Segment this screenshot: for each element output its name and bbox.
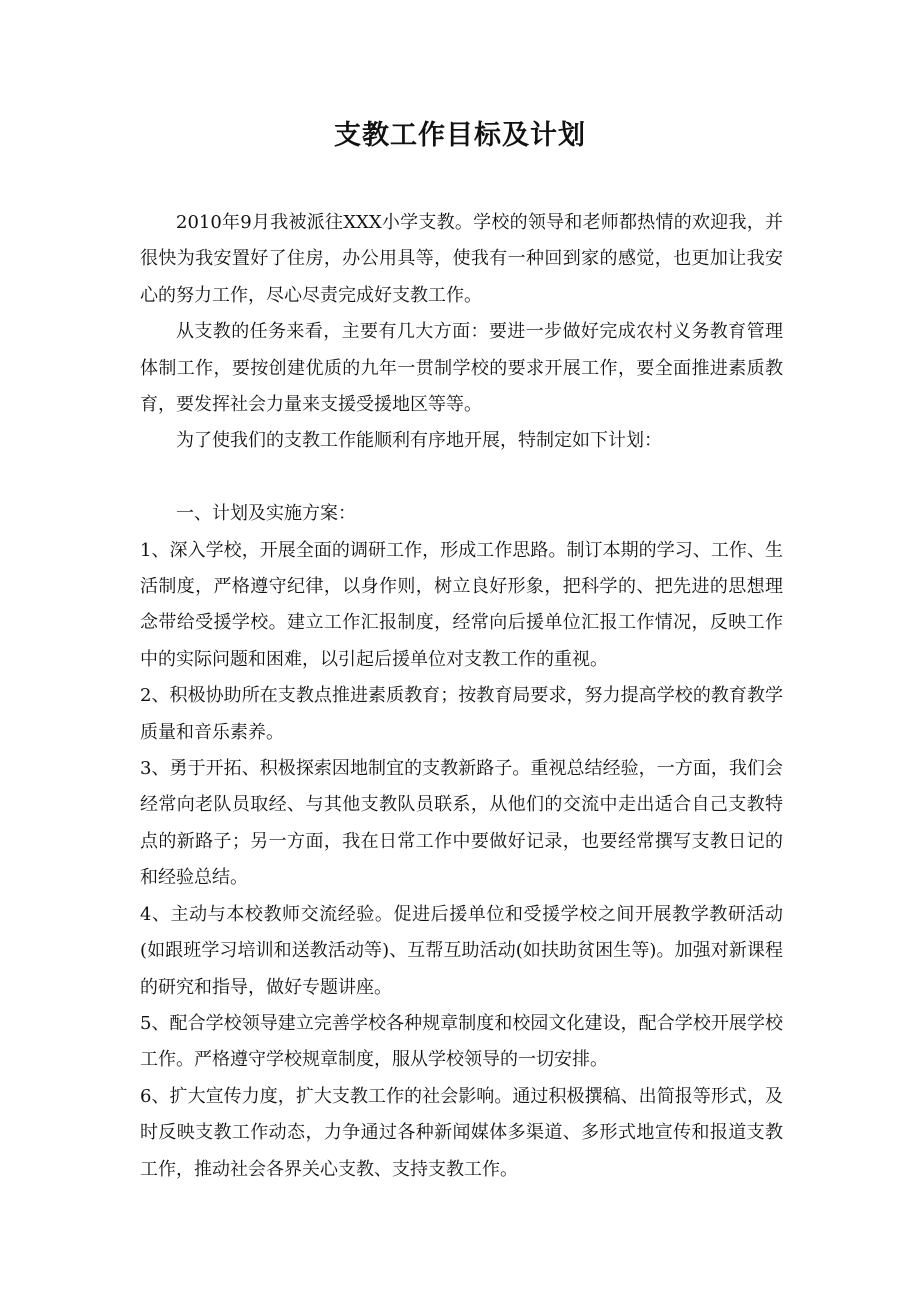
plan-item-5: 5、配合学校领导建立完善学校各种规章制度和校园文化建设，配合学校开展学校工作。严格遵守学校规章制度，服从学校领导的一切安排。 bbox=[140, 1012, 783, 1071]
blank-line bbox=[140, 460, 783, 496]
intro-paragraph-2: 从支教的任务来看，主要有几大方面：要进一步做好完成农村义务教育管理体制工作，要按创建优质的九年一贯制学校的要求开展工作，要全面推进素质教育，要发挥社会力量来支援受援地区等等。 bbox=[140, 321, 783, 416]
section-heading: 一、计划及实施方案： bbox=[176, 503, 356, 525]
document-title: 支教工作目标及计划 bbox=[334, 120, 586, 151]
plan-item-4: 4、主动与本校教师交流经验。促进后援单位和受援学校之间开展教学教研活动(如跟班学习培训和送教活动等)、互帮互助活动(如扶助贫困生等)。加强对新课程的研究和指导，做好专题讲座。 bbox=[140, 903, 783, 998]
plan-item-2: 2、积极协助所在支教点推进素质教育；按教育局要求，努力提高学校的教育教学质量和音乐素养。 bbox=[140, 685, 783, 743]
plan-item-3: 3、勇于开拓、积极探索因地制宜的支教新路子。重视总结经验，一方面，我们会经常向老队员取经、与其他支教队员联系，从他们的交流中走出适合自己支教特点的新路子；另一方面，我在日常工作中要做好记录，也要经常撰写支教日记的和经验总结。 bbox=[140, 758, 783, 889]
plan-item-1: 1、深入学校，开展全面的调研工作，形成工作思路。制订本期的学习、工作、生活制度，严格遵守纪律，以身作则，树立良好形象，把科学的、把先进的思想理念带给受援学校。建立工作汇报制度，经常向后援单位汇报工作情况，反映工作中的实际问题和困难，以引起后援单位对支教工作的重视。 bbox=[140, 539, 783, 670]
intro-paragraph-3: 为了使我们的支教工作能顺利有序地开展，特制定如下计划： bbox=[176, 430, 662, 452]
plan-item-6: 6、扩大宣传力度，扩大支教工作的社会影响。通过积极撰稿、出简报等形式，及时反映支教工作动态，力争通过各种新闻媒体多渠道、多形式地宣传和报道支教工作，推动社会各界关心支教、支持支教工作。 bbox=[140, 1085, 783, 1180]
document-body bbox=[140, 205, 783, 1188]
intro-paragraph-1: 2010年9月我被派往XXX小学支教。学校的领导和老师都热情的欢迎我，并很快为我安置好了住房，办公用具等，使我有一种回到家的感觉，也更加让我安心的努力工作，尽心尽责完成好支教工作。 bbox=[140, 212, 783, 306]
